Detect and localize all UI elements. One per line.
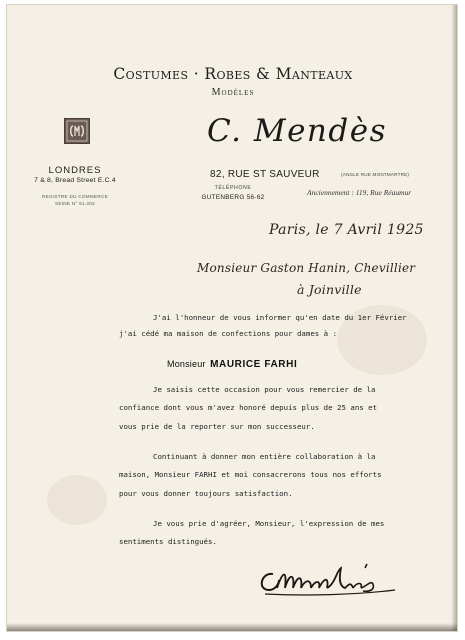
london-address: 7 & 8, Bread Street E.C.4 bbox=[34, 177, 116, 184]
paper-stain bbox=[47, 475, 107, 525]
paper-edge-shadow bbox=[7, 623, 457, 631]
registry-line: REGISTRE DU COMMERCE bbox=[42, 194, 108, 199]
cm-monogram-icon bbox=[64, 118, 90, 144]
successor-fullname: MAURICE FARHI bbox=[210, 359, 298, 370]
recipient-location: à Joinville bbox=[297, 282, 362, 297]
successor-name bbox=[167, 354, 297, 372]
paragraph-line: vous prie de la reporter sur mon successeur. bbox=[119, 422, 315, 431]
telephone-label: TÉLÉPHONE bbox=[214, 185, 252, 191]
paragraph-line: Je saisis cette occasion pour vous remercier de la bbox=[153, 385, 376, 394]
paragraph-line: confiance dont vous m'avez honoré depuis plus de 25 ans et bbox=[119, 403, 378, 412]
paragraph-line: Continuant à donner mon entière collaboration à la bbox=[153, 452, 376, 461]
paragraph-line: Je vous prie d'agréer, Monsieur, l'expression de mes bbox=[153, 519, 385, 528]
letterhead-subtitle: Modèles bbox=[211, 87, 255, 98]
address-corner-note: (ANGLE RUE MONTMARTRE) bbox=[341, 172, 410, 177]
letter-date: Paris, le 7 Avril 1925 bbox=[269, 222, 424, 238]
paragraph-line: sentiments distingués. bbox=[119, 537, 217, 546]
company-address: 82, RUE ST SAUVEUR bbox=[210, 169, 320, 180]
successor-prefix: Monsieur bbox=[167, 359, 206, 369]
paragraph-line: pour vous donner toujours satisfaction. bbox=[119, 489, 293, 498]
registry-number: SEINE N° 51.202 bbox=[54, 201, 96, 206]
letterhead-title: Costumes · Robes & Manteaux bbox=[113, 65, 353, 83]
london-city: LONDRES bbox=[48, 165, 102, 176]
handwritten-signature bbox=[255, 560, 405, 600]
former-address: Anciennement : 119, Rue Réaumur bbox=[307, 188, 412, 197]
company-name: C. Mendès bbox=[207, 113, 387, 149]
recipient-name: Monsieur Gaston Hanin, Chevillier bbox=[197, 261, 416, 275]
paragraph-line: J'ai l'honneur de vous informer qu'en date du 1er Février bbox=[153, 313, 407, 322]
telephone-number: GUTENBERG 56-62 bbox=[201, 194, 265, 201]
paper-edge-shadow bbox=[451, 5, 457, 631]
paragraph-line: maison, Monsieur FARHI et moi consacrerons tous nos efforts bbox=[119, 470, 382, 479]
letter-sheet bbox=[6, 4, 458, 632]
paragraph-line: j'ai cédé ma maison de confections pour dames à : bbox=[119, 329, 338, 338]
